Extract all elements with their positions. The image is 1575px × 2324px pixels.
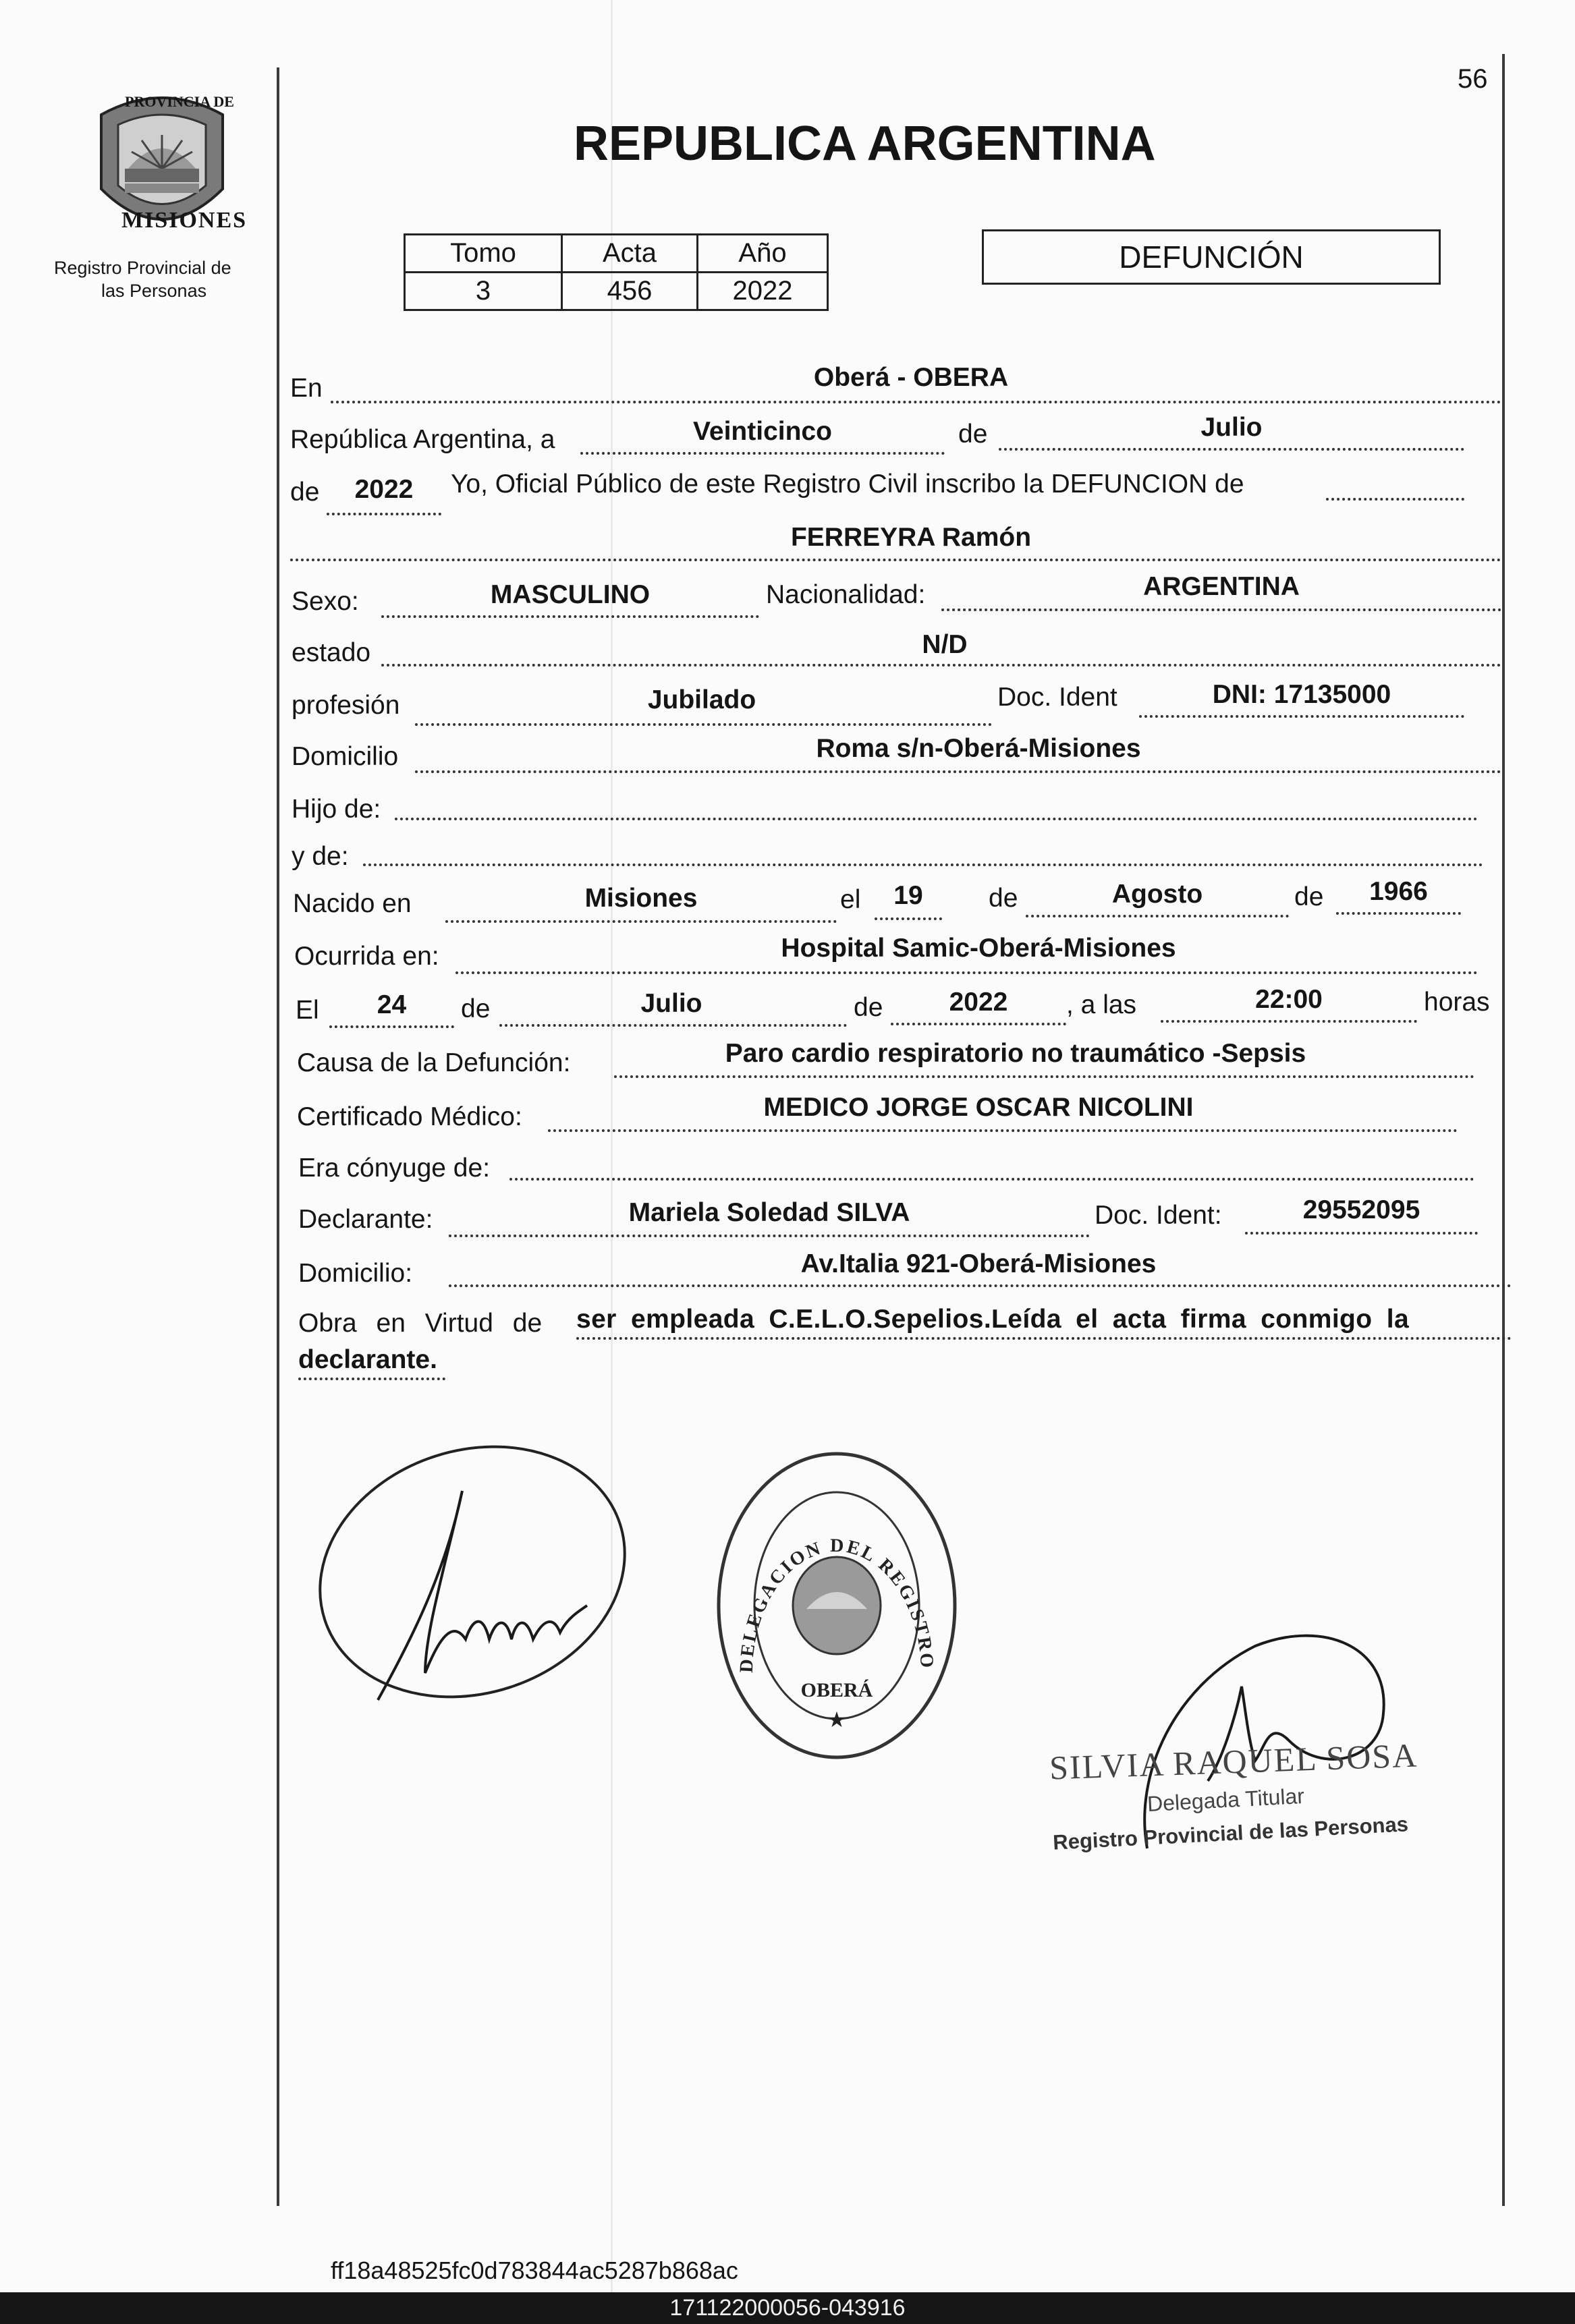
declarante-value: Mariela Soledad SILVA: [628, 1198, 910, 1227]
domicilio-label: Domicilio: [292, 742, 399, 771]
muerte-mes-dotted-line: [499, 1024, 847, 1027]
nacido-lugar: Misiones: [584, 884, 698, 913]
logo-text-top: PROVINCIA DE: [125, 93, 234, 110]
official-stamp: [715, 1450, 958, 1761]
day-dotted-line: [580, 452, 945, 455]
muerte-dia-dotted-line: [329, 1025, 454, 1028]
doc-ident-label: Doc. Ident: [997, 683, 1117, 712]
nacido-mes: Agosto: [1111, 880, 1203, 909]
muerte-anio-dotted-line: [891, 1023, 1066, 1025]
muerte-dia: 24: [377, 990, 407, 1019]
declarant-signature: [310, 1417, 648, 1713]
hijo-label: Hijo de:: [292, 795, 381, 824]
el-label: el: [840, 885, 861, 914]
record-type-box: [982, 229, 1441, 285]
de-label-3: de: [989, 884, 1018, 913]
nacido-dia-dotted-line: [875, 917, 942, 920]
en-label: En: [290, 374, 323, 403]
obra-dotted-line-1: [576, 1337, 1512, 1340]
de-label-4: de: [1294, 882, 1324, 911]
nacido-mes-dotted-line: [1026, 915, 1289, 917]
declarante-label: Declarante:: [298, 1205, 433, 1234]
domicilio2-label: Domicilio:: [298, 1259, 413, 1288]
obra-dotted-line-2: [298, 1378, 445, 1380]
month-dotted-line: [999, 448, 1464, 451]
misiones-logo: [88, 88, 248, 243]
barcode-text: 171122000056-043916: [669, 2295, 906, 2321]
domicilio-value: Roma s/n-Oberá-Misiones: [816, 734, 1141, 763]
el2-label: El: [296, 996, 319, 1025]
muerte-mes: Julio: [640, 989, 702, 1018]
record-table-header-row: [405, 235, 828, 273]
sexo-value: MASCULINO: [490, 580, 651, 609]
official-name: SILVIA RAQUEL SOSA: [1049, 1736, 1419, 1787]
stamp-star-icon: ★: [827, 1707, 847, 1732]
nacido-dia: 19: [893, 881, 923, 910]
hijo-dotted-line: [395, 818, 1478, 820]
sexo-dotted-line: [381, 615, 759, 618]
page-number: 56: [1458, 64, 1488, 94]
day-value: Veinticinco: [693, 417, 832, 446]
issuer-line-2: las Personas: [101, 281, 207, 301]
nacido-lugar-dotted-line: [445, 920, 837, 923]
doc-ident2-dotted-line: [1245, 1232, 1478, 1235]
logo-text-bottom: MISIONES: [121, 208, 248, 233]
profesion-label: profesión: [292, 691, 400, 720]
en-dotted-line: [331, 401, 1501, 403]
republica-label: República Argentina, a: [290, 425, 555, 454]
document-hash: ff18a48525fc0d783844ac5287b868ac: [331, 2257, 738, 2284]
certificado-label: Certificado Médico:: [297, 1102, 522, 1131]
obra-label: Obra en Virtud de: [298, 1309, 543, 1338]
conyuge-dotted-line: [509, 1178, 1474, 1181]
name-dotted-line: [290, 559, 1501, 561]
certificado-value: MEDICO JORGE OSCAR NICOLINI: [763, 1093, 1194, 1122]
conyuge-label: Era cónyuge de:: [298, 1154, 491, 1183]
registry-stamp-icon: [715, 1450, 958, 1761]
handwritten-signature-icon: [310, 1417, 648, 1713]
left-margin-line: [277, 67, 279, 2206]
muerte-hora: 22:00: [1255, 985, 1323, 1014]
nacionalidad-label: Nacionalidad:: [766, 580, 926, 609]
record-table-header: Acta: [562, 235, 698, 273]
page-title: REPUBLICA ARGENTINA: [574, 117, 1156, 171]
de-label-5: de: [461, 994, 491, 1023]
doc-ident-dotted-line: [1139, 715, 1464, 718]
official-office: Registro Provincial de las Personas: [1052, 1812, 1409, 1854]
record-table-cell: 3: [405, 273, 562, 310]
obra-value-1: ser empleada C.E.L.O.Sepelios.Leída el acta firma conmigo la: [576, 1305, 1410, 1334]
ocurrida-dotted-line: [455, 971, 1478, 974]
obra-value-2: declarante.: [298, 1345, 437, 1374]
declarante-dotted-line: [449, 1235, 1090, 1237]
profesion-dotted-line: [415, 723, 992, 726]
oficial-text: Yo, Oficial Público de este Registro Civil inscribo la DEFUNCION de: [451, 470, 1244, 499]
oficial-dotted-line: [1326, 498, 1464, 501]
year-dotted-line: [327, 513, 441, 515]
record-type: DEFUNCIÓN: [1119, 239, 1304, 275]
nacido-anio-dotted-line: [1336, 912, 1461, 915]
de-label-1: de: [958, 420, 988, 449]
fold-line: [611, 0, 613, 2294]
nacionalidad-dotted-line: [941, 608, 1501, 611]
record-table-header: Año: [698, 235, 828, 273]
stamp-city: OBERÁ: [800, 1679, 873, 1701]
nacido-anio: 1966: [1369, 877, 1428, 906]
estado-dotted-line: [381, 664, 1501, 667]
domicilio2-value: Av.Italia 921-Oberá-Misiones: [800, 1249, 1157, 1278]
stamp-ring-text: DELEGACION DEL REGISTRO: [736, 1535, 938, 1674]
domicilio2-dotted-line: [449, 1284, 1512, 1287]
nacido-label: Nacido en: [293, 889, 412, 918]
muerte-anio: 2022: [949, 988, 1008, 1017]
record-table-cell: 2022: [698, 273, 828, 310]
causa-value: Paro cardio respiratorio no traumático -Sepsis: [725, 1039, 1306, 1068]
causa-dotted-line: [614, 1075, 1474, 1078]
record-table-header: Tomo: [405, 235, 562, 273]
right-margin-line: [1502, 54, 1505, 2206]
estado-label: estado: [292, 638, 371, 667]
causa-label: Causa de la Defunción:: [297, 1048, 571, 1077]
de-label-6: de: [854, 993, 883, 1022]
estado-value: N/D: [922, 630, 968, 659]
profesion-value: Jubilado: [647, 685, 756, 714]
nacionalidad-value: ARGENTINA: [1143, 572, 1300, 601]
yde-dotted-line: [363, 863, 1483, 866]
alas-label: , a las: [1066, 990, 1137, 1019]
doc-ident2-value: 29552095: [1302, 1195, 1420, 1224]
en-value: Oberá - OBERA: [813, 363, 1009, 392]
ocurrida-value: Hospital Samic-Oberá-Misiones: [781, 934, 1176, 963]
yde-label: y de:: [292, 842, 349, 871]
record-table-value-row: [405, 273, 828, 310]
month-value: Julio: [1200, 413, 1263, 442]
certificado-dotted-line: [548, 1129, 1458, 1132]
footer-barcode-bar: [0, 2292, 1575, 2324]
horas-label: horas: [1424, 988, 1490, 1017]
year-value: 2022: [354, 475, 414, 504]
issuer-line-1: Registro Provincial de: [54, 258, 231, 278]
sexo-label: Sexo:: [292, 587, 359, 616]
ocurrida-label: Ocurrida en:: [294, 942, 439, 971]
official-title: Delegada Titular: [1146, 1783, 1305, 1817]
doc-ident2-label: Doc. Ident:: [1095, 1201, 1222, 1230]
doc-ident-value: DNI: 17135000: [1212, 680, 1391, 709]
record-table-cell: 456: [562, 273, 698, 310]
domicilio-dotted-line: [415, 770, 1501, 773]
record-table: [404, 233, 829, 311]
deceased-name: FERREYRA Ramón: [790, 523, 1032, 552]
de-label-2: de: [290, 478, 320, 507]
muerte-hora-dotted-line: [1161, 1020, 1417, 1023]
